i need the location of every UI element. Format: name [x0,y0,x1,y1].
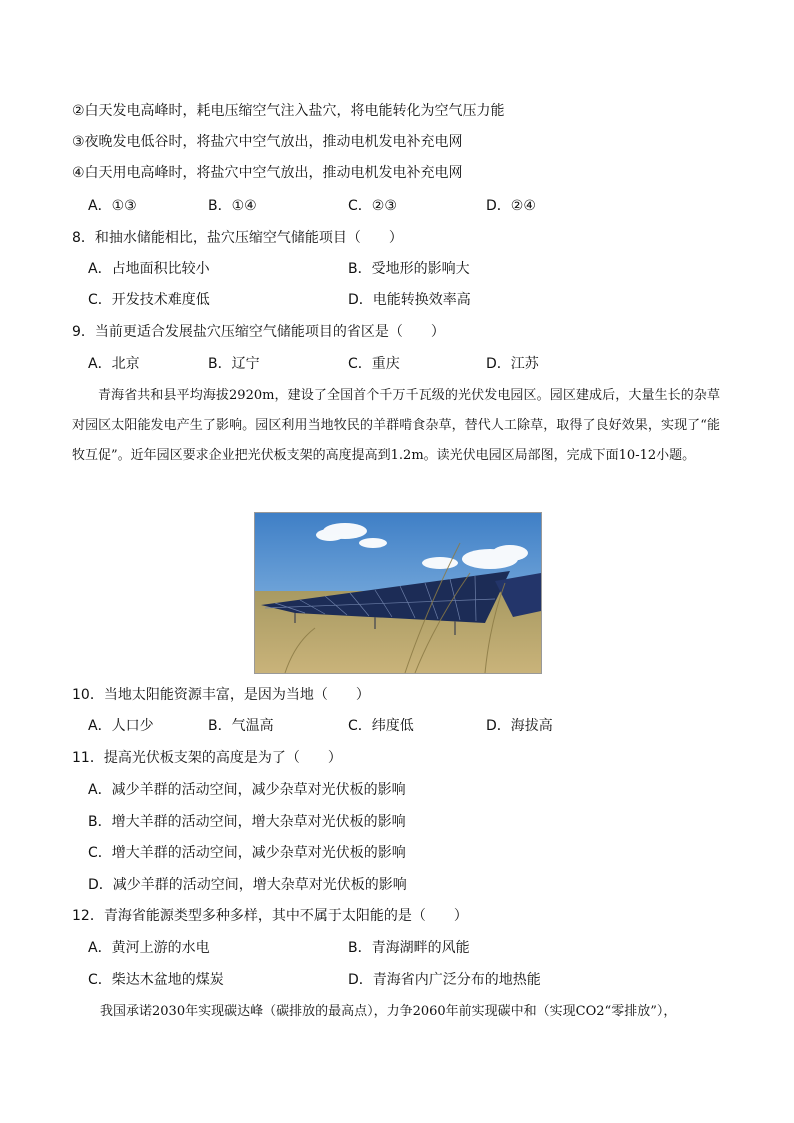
q7-option-b: B．①④ [208,198,257,214]
q12-option-d: D．青海省内广泛分布的地热能 [348,972,541,988]
q9-option-c: C．重庆 [348,356,400,372]
q10-option-d: D．海拔高 [486,718,553,734]
q8-option-b: B．受地形的影响大 [348,261,470,277]
q10-stem: 10．当地太阳能资源丰富，是因为当地（ ） [72,687,370,703]
q7-option-c: C．②③ [348,198,397,214]
q11-option-d: D．减少羊群的活动空间，增大杂草对光伏板的影响 [88,877,407,893]
q12-option-c: C．柴达木盆地的煤炭 [88,972,224,988]
solar-park-photo [254,512,542,674]
q10-option-a: A．人口少 [88,718,154,734]
statement-4: ④白天用电高峰时，将盐穴中空气放出，推动电机发电补充电网 [72,165,463,181]
q10-option-c: C．纬度低 [348,718,414,734]
q11-stem: 11．提高光伏板支架的高度是为了（ ） [72,750,342,766]
q9-stem: 9．当前更适合发展盐穴压缩空气储能项目的省区是（ ） [72,324,445,340]
q8-option-d: D．电能转换效率高 [348,292,471,308]
q9-option-b: B．辽宁 [208,356,260,372]
q8-option-a: A．占地面积比较小 [88,261,210,277]
q7-option-d: D．②④ [486,198,536,214]
q11-option-b: B．增大羊群的活动空间，增大杂草对光伏板的影响 [88,814,406,830]
q11-option-a: A．减少羊群的活动空间，减少杂草对光伏板的影响 [88,782,406,798]
closing-passage: 我国承诺2030年实现碳达峰（碳排放的最高点），力争2060年前实现碳中和（实现CO2“零排放”）， [100,1004,677,1019]
statement-2: ②白天发电高峰时，耗电压缩空气注入盐穴，将电能转化为空气压力能 [72,103,505,119]
q12-option-b: B．青海湖畔的风能 [348,940,470,956]
q12-stem: 12．青海省能源类型多种多样，其中不属于太阳能的是（ ） [72,908,468,924]
q7-option-a: A．①③ [88,198,137,214]
q9-option-a: A．北京 [88,356,140,372]
solar-panel-field-illustration [255,513,541,673]
q8-stem: 8．和抽水储能相比，盐穴压缩空气储能项目（ ） [72,230,403,246]
q9-option-d: D．江苏 [486,356,539,372]
q11-option-c: C．增大羊群的活动空间，减少杂草对光伏板的影响 [88,845,406,861]
reading-passage: 青海省共和县平均海拔2920m，建设了全国首个千万千瓦级的光伏发电园区。园区建成后，大量生长的杂草对园区太阳能发电产生了影响。园区利用当地牧民的羊群啃食杂草，替代人工除草，取得了良好效果，实现了“能牧互促”。近年园区要求企业把光伏板支架的高度提高到1.2m。读光伏电园区局部图，完成下面10-12小题。 [72,388,720,463]
q12-option-a: A．黄河上游的水电 [88,940,210,956]
q8-option-c: C．开发技术难度低 [88,292,210,308]
statement-3: ③夜晚发电低谷时，将盐穴中空气放出，推动电机发电补充电网 [72,134,463,150]
q10-option-b: B．气温高 [208,718,274,734]
